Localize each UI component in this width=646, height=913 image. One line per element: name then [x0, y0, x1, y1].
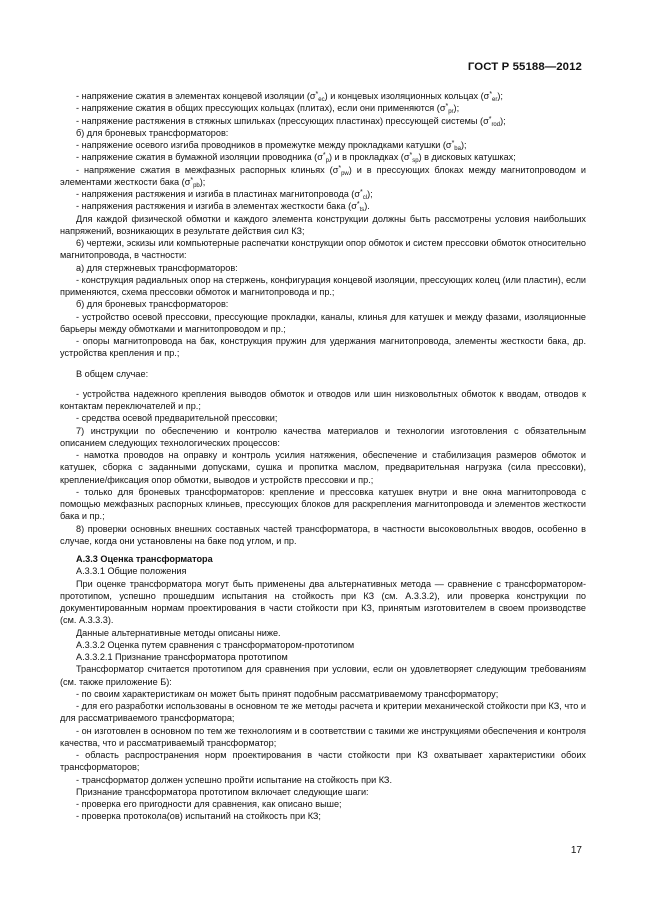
- subsection-heading: А.3.3.2 Оценка путем сравнения с трансформатором-прототипом: [76, 639, 355, 650]
- stress-line-axial-bending: - напряжение осевого изгиба проводников в промежутке между прокладками катушки $(\sigma^*_{ba})$;: [76, 140, 467, 152]
- section-heading: А.3.3 Оценка трансформатора: [76, 554, 213, 564]
- list-item: - только для броневых трансформаторов: крепление и прессовка катушек внутри и вне окна магнитопровода с помощью межфазных распорных клиньев, прессующих блоков для раскрепления магнитопровода и элементов жесткости бака и пр.;: [60, 486, 586, 522]
- paragraph: Трансформатор считается прототипом для сравнения при условии, если он удовлетворяет следующим требованиям (см. также приложение Б):: [60, 664, 586, 687]
- document-body: [60, 90, 586, 823]
- paragraph: В общем случае:: [76, 368, 149, 379]
- stress-line-press-rings: - напряжение сжатия в общих прессующих кольцах (плитах), если они применяются $(\sigma^*_{pr})$;: [76, 103, 460, 116]
- page-number: 17: [570, 845, 582, 856]
- list-item: - для его разработки использованы в основном те же методы расчета и критерии механической стойкости при КЗ, что и для рассматриваемого трансформатора;: [60, 701, 586, 724]
- stress-line-core-plates: - напряжения растяжения и изгиба в пластинах магнитопровода $(\sigma^*_{cl})$;: [76, 189, 373, 201]
- list-item: - по своим характеристикам он может быть принят подобным рассматриваемому трансформатору;: [76, 688, 499, 699]
- list-heading-shell: б) для броневых трансформаторов:: [76, 127, 229, 138]
- paragraph: При оценке трансформатора могут быть применены два альтернативных метода — сравнение с трансформатором-прототипом, успешно прошедшим испытания на стойкость при КЗ (см. А.3.3.2), или проверка конструкции по документированным нормам проектирования в части стойкости при КЗ, принятым изготовителем в своем производстве (см. А.3.3.3).: [60, 578, 586, 626]
- list-item: - проверка его пригодности для сравнения, как описано выше;: [76, 799, 342, 809]
- list-item: - опоры магнитопровода на бак, конструкция пружин для удержания магнитопровода, элементы жесткости бака, др. устройства крепления и пр.;: [60, 336, 586, 359]
- stress-line-paper-insulation: - напряжение сжатия в бумажной изоляции проводника $(\sigma^*_p)$ и в прокладках $(\sigma^*_{sp})$ в дисковых катушках;: [76, 152, 516, 165]
- subsection-heading: А.3.3.1 Общие положения: [76, 566, 187, 577]
- list-item: - конструкция радиальных опор на стержень, конфигурация концевой изоляции, прессующих колец (или пластин), если применяются, схема прессовки обмоток и магнитопровода и пр.;: [60, 274, 586, 297]
- list-item: - устройства надежного крепления выводов обмоток и отводов или шин низковольтных обмоток к вводам, отводов к контактам переключателей и пр.;: [60, 388, 586, 411]
- paragraph: 6) чертежи, эскизы или компьютерные распечатки конструкции опор обмоток и систем прессовки обмоток относительно магнитопровода, в частности:: [60, 238, 586, 261]
- list-item: - устройство осевой прессовки, прессующие прокладки, каналы, клинья для катушек и между фазами, изоляционные барьеры между обмотками и магнитопроводом и пр.;: [60, 311, 586, 334]
- stress-line-tank-stiffeners: - напряжения растяжения и изгиба в элементах жесткости бака $(\sigma^*_{ts})$.: [76, 201, 370, 214]
- list-item: - трансформатор должен успешно пройти испытание на стойкость при КЗ.: [76, 774, 392, 785]
- paragraph: 7) инструкции по обеспечению и контролю качества материалов и технологии изготовления с обязательным описанием следующих технологических процессов:: [60, 425, 586, 448]
- document-header: ГОСТ Р 55188—2012: [467, 61, 582, 73]
- stress-line-tie-rods: - напряжение растяжения в стяжных шпильках (прессующих пластинах) прессующей системы $(\sigma^*_{rod})$;: [76, 115, 506, 128]
- subsection-heading: А.3.3.2.1 Признание трансформатора прототипом: [76, 652, 288, 662]
- paragraph: Признание трансформатора прототипом включает следующие шаги:: [76, 786, 369, 797]
- list-heading-core: а) для стержневых трансформаторов:: [76, 262, 238, 273]
- list-item: - средства осевой предварительной прессовки;: [76, 413, 278, 424]
- paragraph: Для каждой физической обмотки и каждого элемента конструкции должны быть рассмотрены условия наибольших напряжений, возникающих в результате действия сил КЗ;: [60, 213, 586, 236]
- list-item: - область распространения норм проектирования в части стойкости при КЗ охватывает характеристики обоих трансформаторов;: [60, 750, 586, 773]
- list-item: - проверка протокола(ов) испытаний на стойкость при КЗ;: [76, 811, 321, 822]
- list-heading-shell: б) для броневых трансформаторов:: [76, 299, 229, 310]
- stress-line-end-insulation: - напряжение сжатия в элементах концевой изоляции $(\sigma^*_{ec})$ и концевых изоляционных кольцах $(\sigma^*_{er})$;: [76, 91, 503, 103]
- stress-line-wedges: - напряжение сжатия в межфазных распорных клиньях $(\sigma^*_{pw})$ и в прессующих блоках между магнитопроводом и элементами жесткости бака $(\sigma^*_{pb})$;: [60, 164, 586, 189]
- paragraph: 8) проверки основных внешних составных частей трансформатора, в частности высоковольтных вводов, особенно в случае, когда они установлены на баке под углом, и пр.: [60, 523, 586, 546]
- list-item: - намотка проводов на оправку и контроль усилия натяжения, обеспечение и стабилизация размеров обмоток и катушек, сборка с заданными допусками, сушка и пропитка маслом, предварительная нагрузка (сила прессовки), креплениe/фиксация опор обмотки, выводов и устройств прессовки и пр.;: [60, 450, 586, 485]
- list-item: - он изготовлен в основном по тем же технологиям и в соответствии с такими же инструкциями обеспечения и контроля качества, что и рассматриваемый трансформатор;: [60, 725, 586, 748]
- paragraph: Данные альтернативные методы описаны ниже.: [76, 627, 281, 638]
